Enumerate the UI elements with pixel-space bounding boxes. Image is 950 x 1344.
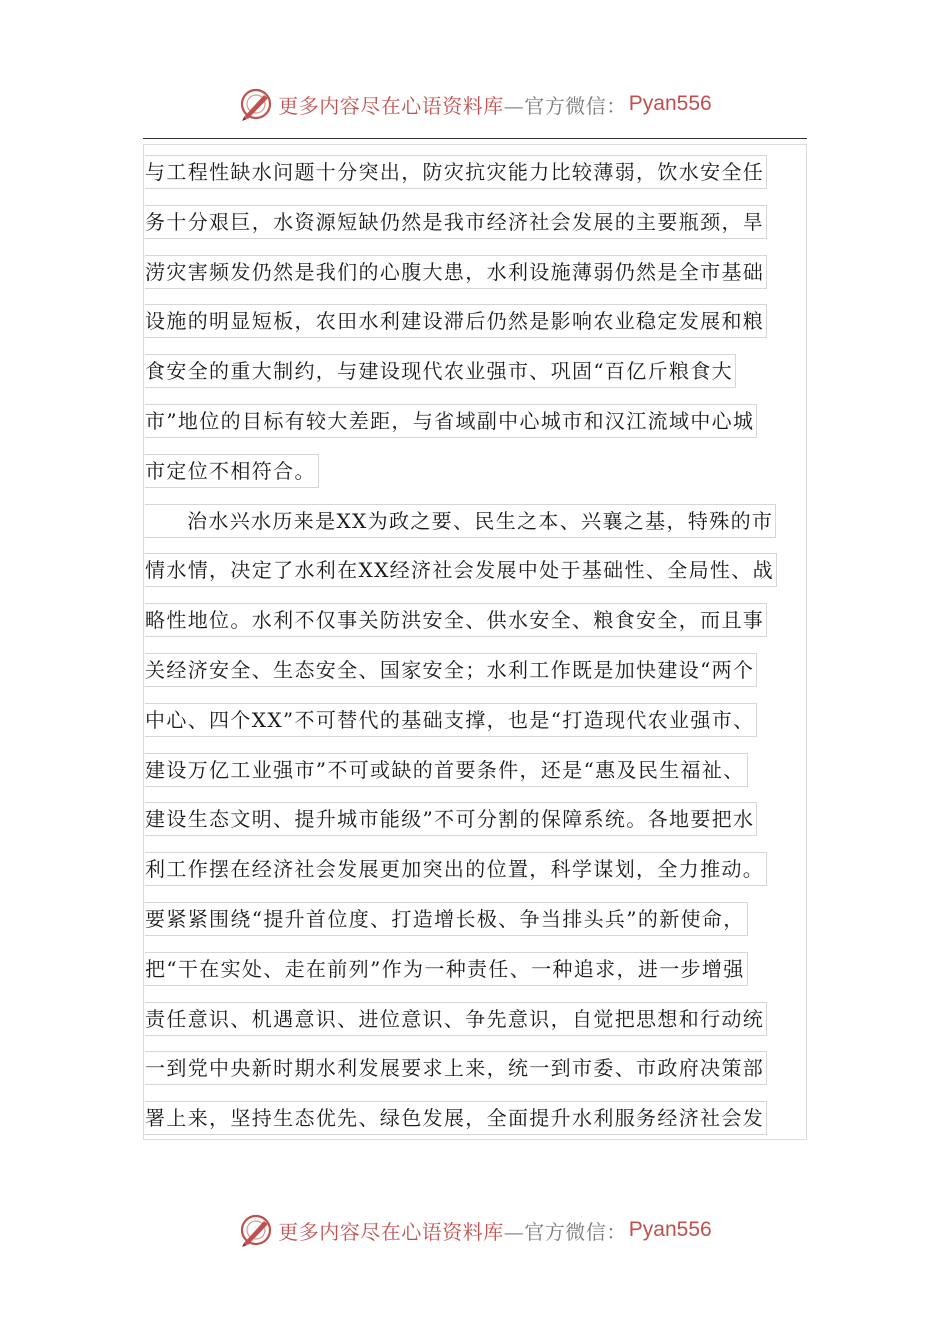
text-line: 利工作摆在经济社会发展更加突出的位置，科学谋划，全力推动。 <box>145 843 805 893</box>
footer-banner <box>0 1208 950 1252</box>
body-text <box>145 146 805 1142</box>
pen-logo-icon <box>238 86 274 122</box>
text-line: 要紧紧围绕“提升首位度、打造增长极、争当排头兵”的新使命， <box>145 893 805 943</box>
text-line: 中心、四个XX”不可替代的基础支撑，也是“打造现代农业强市、 <box>145 694 805 744</box>
banner-text: 更多内容尽在心语资料库—官方微信： <box>278 93 627 118</box>
header-rule <box>143 138 807 139</box>
banner-wechat-id: Pyan556 <box>628 1218 712 1241</box>
text-line: 署上来，坚持生态优先、绿色发展，全面提升水利服务经济社会发 <box>145 1092 805 1142</box>
text-line: 设施的明显短板，农田水利建设滞后仍然是影响农业稳定发展和粮 <box>145 295 805 345</box>
text-line: 把“干在实处、走在前列”作为一种责任、一种追求，进一步增强 <box>145 943 805 993</box>
banner-wechat-id: Pyan556 <box>628 92 712 115</box>
text-line: 情水情，决定了水利在XX经济社会发展中处于基础性、全局性、战 <box>145 544 805 594</box>
header-banner <box>0 82 950 126</box>
banner-text: 更多内容尽在心语资料库—官方微信： <box>278 1219 627 1244</box>
text-line: 关经济安全、生态安全、国家安全；水利工作既是加快建设“两个 <box>145 644 805 694</box>
text-line: 责任意识、机遇意识、进位意识、争先意识，自觉把思想和行动统 <box>145 993 805 1043</box>
text-line: 市定位不相符合。 <box>145 445 805 495</box>
text-line: 与工程性缺水问题十分突出，防灾抗灾能力比较薄弱，饮水安全任 <box>145 146 805 196</box>
text-line: 一到党中央新时期水利发展要求上来，统一到市委、市政府决策部 <box>145 1042 805 1092</box>
text-line: 食安全的重大制约，与建设现代农业强市、巩固“百亿斤粮食大 <box>145 345 805 395</box>
text-line: 略性地位。水利不仅事关防洪安全、供水安全、粮食安全，而且事 <box>145 594 805 644</box>
text-line: 涝灾害频发仍然是我们的心腹大患，水利设施薄弱仍然是全市基础 <box>145 246 805 296</box>
text-line: 市”地位的目标有较大差距，与省域副中心城市和汉江流域中心城 <box>145 395 805 445</box>
text-line: 建设生态文明、提升城市能级”不可分割的保障系统。各地要把水 <box>145 793 805 843</box>
text-line: 治水兴水历来是XX为政之要、民生之本、兴襄之基，特殊的市 <box>145 495 805 545</box>
text-line: 建设万亿工业强市”不可或缺的首要条件，还是“惠及民生福祉、 <box>145 744 805 794</box>
text-line: 务十分艰巨，水资源短缺仍然是我市经济社会发展的主要瓶颈，旱 <box>145 196 805 246</box>
pen-logo-icon <box>238 1212 274 1248</box>
